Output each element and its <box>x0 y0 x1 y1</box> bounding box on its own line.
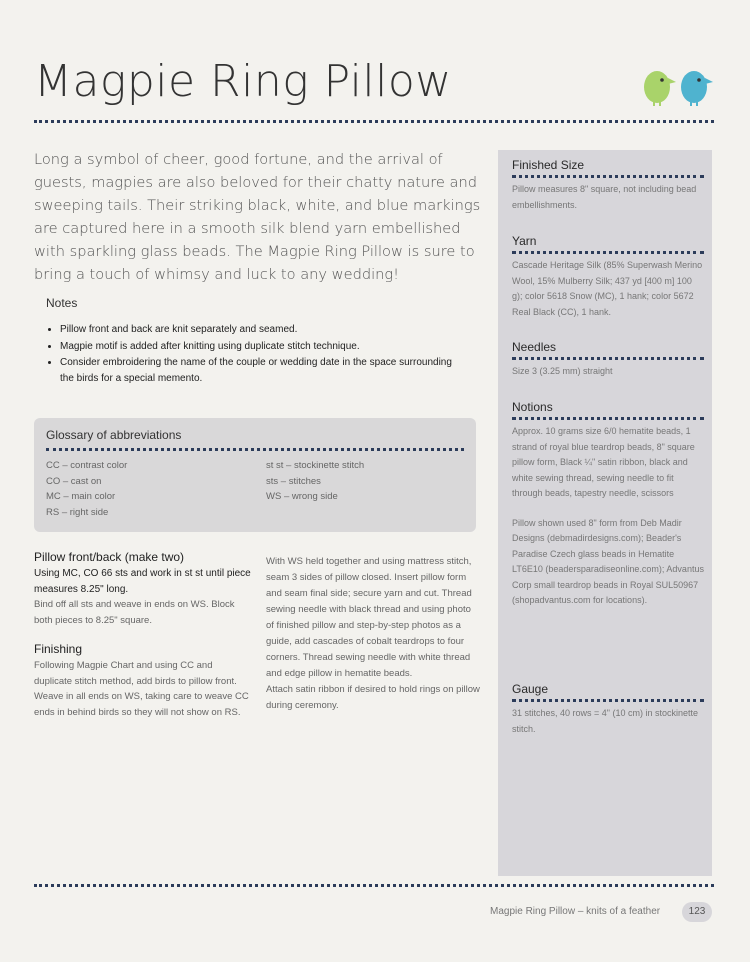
notes-item: • Magpie motif is added after knitting using duplicate stitch technique. <box>60 339 464 355</box>
notions-text: Approx. 10 grams size 6/0 hematite beads, 1 strand of royal blue teardrop beads, 8" square pillow form, Black ¼" satin ribbon, black and white sewing thread, sewing needle to fit through beads, tapestry needle, scissors <box>512 426 695 498</box>
finishing-text: Following Magpie Chart and using CC and duplicate stitch method, add birds to pillow front. Weave in all ends on WS, taking care to weave CC ends in behind birds so they will not show on RS. <box>34 660 249 718</box>
materials-sidebar <box>498 150 712 876</box>
instructions-column-2 <box>266 554 480 714</box>
glossary-entry: RS – right side <box>46 506 109 518</box>
blue-bird-icon <box>681 71 713 106</box>
finished-size-text: Pillow measures 8" square, not including bead embellishments. <box>512 184 697 210</box>
glossary-entry: CO – cast on <box>46 475 102 487</box>
page-title: Magpie Ring Pillow <box>34 56 452 107</box>
yarn-section <box>512 234 704 320</box>
finishing-extra: Attach satin ribbon if desired to hold rings on pillow during ceremony. <box>266 684 480 711</box>
running-footer <box>490 906 660 917</box>
pillow-heading: Pillow front/back (make two) <box>34 550 185 564</box>
birds-icon <box>638 60 718 106</box>
glossary-right-column <box>266 458 364 505</box>
gauge-section <box>512 682 704 737</box>
footer-divider <box>34 884 714 887</box>
pillow-text: Bind off all sts and weave in ends on WS. Block both pieces to 8.25" square. <box>34 599 235 626</box>
notes-item: • Consider embroidering the name of the couple or wedding date in the space surrounding the birds for a special memento. <box>60 355 464 386</box>
notes-section <box>34 296 464 387</box>
needles-text: Size 3 (3.25 mm) straight <box>512 366 613 376</box>
green-bird-icon <box>644 71 676 106</box>
finished-size-section <box>512 158 704 213</box>
notions-heading: Notions <box>512 400 553 414</box>
glossary-entry: sts – stitches <box>266 475 321 487</box>
needles-heading: Needles <box>512 340 557 354</box>
finishing-heading: Finishing <box>34 642 83 656</box>
yarn-heading: Yarn <box>512 234 537 248</box>
gauge-text: 31 stitches, 40 rows = 4" (10 cm) in stockinette stitch. <box>512 708 699 734</box>
needles-section <box>512 340 704 380</box>
glossary-entry: WS – wrong side <box>266 491 338 502</box>
notions-section <box>512 400 704 609</box>
notes-heading: Notes <box>46 296 78 310</box>
instructions-column-1 <box>34 550 252 720</box>
yarn-text: Cascade Heritage Silk (85% Superwash Merino Wool, 15% Mulberry Silk; 437 yd [400 m] 100 g); color 5618 Snow (MC), 1 hank; color 5672 Real Black (CC), 1 hank. <box>512 260 703 317</box>
finished-size-heading: Finished Size <box>512 158 585 172</box>
footer-book: knits of a feather <box>586 906 661 917</box>
glossary-entry: st st – stockinette stitch <box>266 460 365 471</box>
footer-title: Magpie Ring Pillow <box>490 906 576 917</box>
glossary-entry: MC – main color <box>46 491 116 502</box>
glossary-entry: CC – contrast color <box>46 460 128 471</box>
gauge-heading: Gauge <box>512 682 549 696</box>
pillow-instruction: Using MC, CO 66 sts and work in st st until piece measures 8.25" long. <box>34 568 251 595</box>
glossary-divider <box>46 448 464 451</box>
glossary-heading: Glossary of abbreviations <box>46 428 182 442</box>
finishing-continued: With WS held together and using mattress stitch, seam 3 sides of pillow closed. Insert pillow form and seam final side; secure yarn and cut. Thread sewing needle with black thread and using photo of finished pillow and step-by-step photos as a guide, add cascades of cobalt teardrops to four corners. Thread sewing needle with white thread and edge pillow in hematite beads. <box>266 556 472 679</box>
intro-paragraph: Long a symbol of cheer, good fortune, and the arrival of guests, magpies are also beloved for their chatty nature and sweeping tails. Their striking black, white, and blue markings are captured here in a smooth silk blend yarn embellished with sparkling glass beads. The Magpie Ring Pillow is sure to bring a touch of whimsy and luck to any wedding! <box>34 151 481 283</box>
glossary-box <box>34 418 476 532</box>
notions-source: Pillow shown used 8" form from Deb Madir Designs (debmadirdesigns.com); Beader's Paradise Czech glass beads in Hematite LT6E10 (beadersparadiseonline.com); Advantus Corp small teardrop beads in Royal SUL50967 (shopadvantus.com for locations). <box>512 517 704 605</box>
glossary-left-column <box>46 458 127 520</box>
title-divider <box>34 120 714 123</box>
notes-item: • Pillow front and back are knit separately and seamed. <box>60 322 464 338</box>
footer-separator: – <box>577 906 584 917</box>
page-number: 123 <box>682 902 712 922</box>
